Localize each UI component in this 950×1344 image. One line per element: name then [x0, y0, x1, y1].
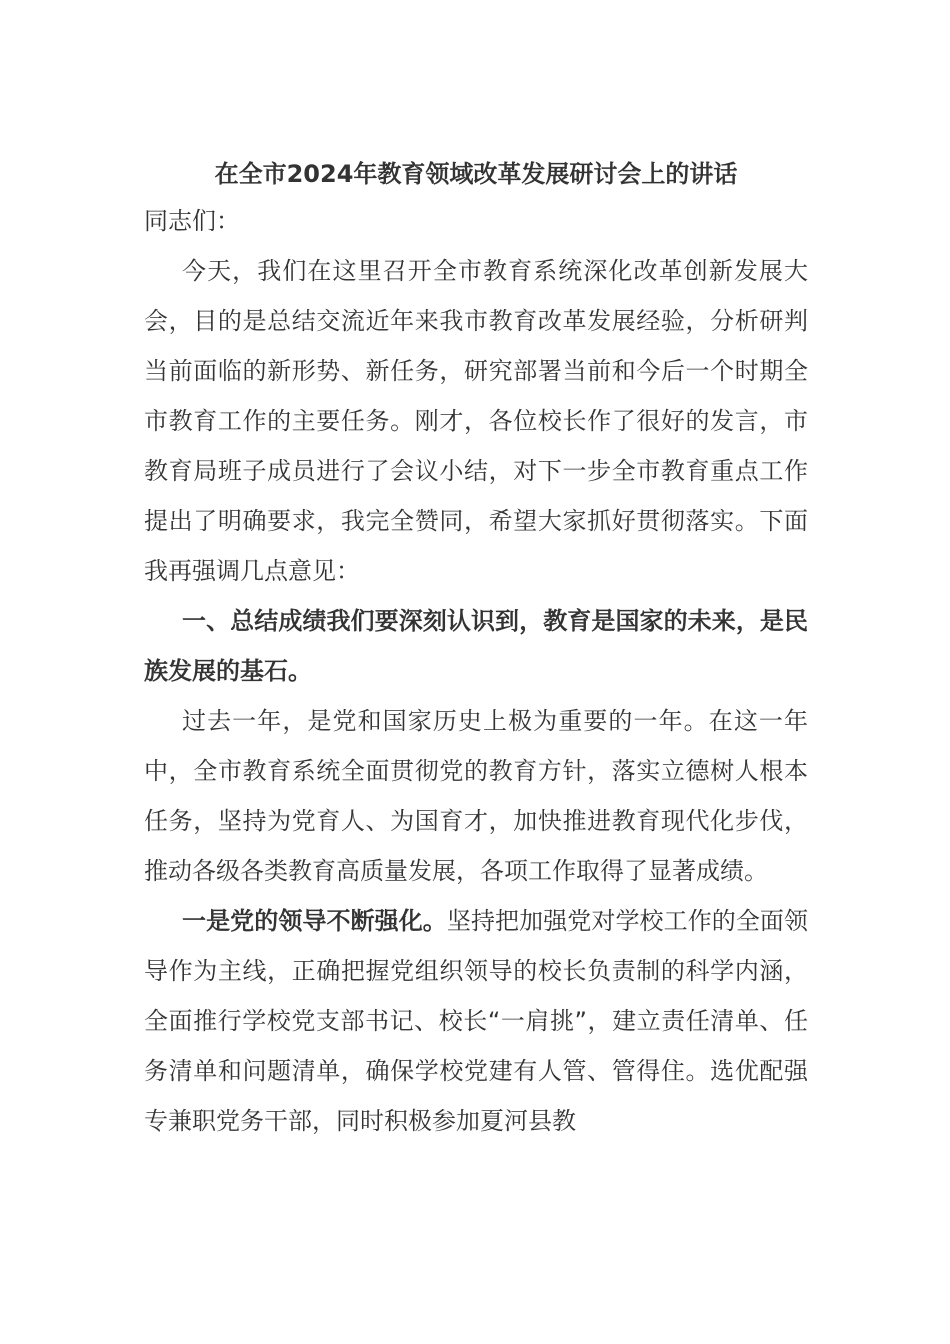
paragraph-party-leadership — [144, 896, 808, 1146]
document-page — [144, 152, 808, 1146]
paragraph-lead-text: 一是党的领导不断强化。 — [182, 907, 447, 935]
paragraph-intro: 今天，我们在这里召开全市教育系统深化改革创新发展大会，目的是总结交流近年来我市教育改革发展经验，分析研判当前面临的新形势、新任务，研究部署当前和今后一个时期全市教育工作的主要任务。刚才，各位校长作了很好的发言，市教育局班子成员进行了会议小结，对下一步全市教育重点工作提出了明确要求，我完全赞同，希望大家抓好贯彻落实。下面我再强调几点意见： — [144, 257, 808, 585]
salutation: 同志们： — [144, 207, 240, 235]
paragraph-achievements: 过去一年，是党和国家历史上极为重要的一年。在这一年中，全市教育系统全面贯彻党的教育方针，落实立德树人根本任务，坚持为党育人、为国育才，加快推进教育现代化步伐，推动各级各类教育高质量发展，各项工作取得了显著成绩。 — [144, 707, 808, 885]
paragraph-body-text: 坚持把加强党对学校工作的全面领导作为主线，正确把握党组织领导的校长负责制的科学内涵，全面推行学校党支部书记、校长“一肩挑”，建立责任清单、任务清单和问题清单，确保学校党建有人管、管得住。选优配强专兼职党务干部，同时积极参加夏河县教 — [144, 907, 809, 1135]
section-heading-1: 一、总结成绩我们要深刻认识到，教育是国家的未来，是民族发展的基石。 — [144, 607, 808, 685]
document-title: 在全市2024年教育领域改革发展研讨会上的讲话 — [214, 160, 738, 188]
